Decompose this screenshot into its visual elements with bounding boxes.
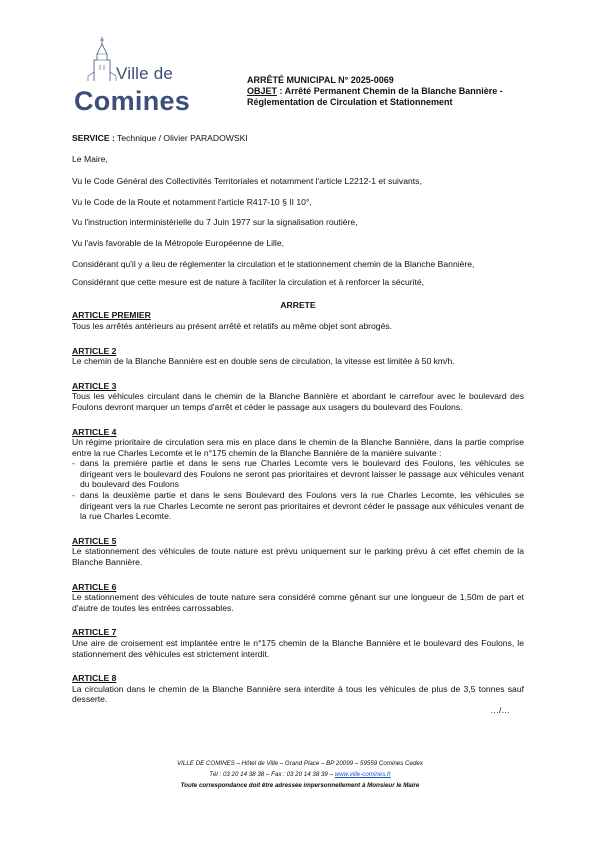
- service-line: [72, 133, 524, 144]
- arrete-title: ARRETE: [280, 299, 316, 310]
- arrete-header: [247, 75, 532, 108]
- footer-phone-fax: Tél : 03 20 14 38 38 – Fax : 03 20 14 38 39 –: [209, 771, 335, 778]
- church-tower-icon: [84, 36, 120, 82]
- article-8-title: ARTICLE 8: [72, 673, 117, 684]
- vu-4: Vu l'avis favorable de la Métropole Européenne de Lille,: [72, 237, 285, 248]
- footer-address: VILLE DE COMINES – Hôtel de Ville – Grand Place – BP 20099 – 59559 Comines Cedex: [177, 760, 423, 767]
- footer-contact: [80, 769, 520, 780]
- article-4-text: Un régime prioritaire de circulation sera mis en place dans le chemin de la Blanche Bannière, dans la partie comprise entre la rue Charles Lecomte et le n°175 chemin de la Blanche Bannière de la manière suivante :: [72, 437, 524, 458]
- article-8-text: La circulation dans le chemin de la Blanche Bannière sera interdite à tous les véhicules de plus de 3,5 tonnes sauf desserte.: [72, 683, 524, 705]
- article-4-bullet-1: - dans la première partie et dans le sens rue Charles Lecomte vers le boulevard des Foulons, les véhicules se dirigeant vers le boulevard des Foulons ne seront pas prioritaires et devront laisser le passage aux véhicules venant du boulevard des Foulons: [72, 458, 524, 490]
- objet-text: : Arrêté Permanent Chemin de la Blanche Bannière - Réglementation de Circulation et Stationnement: [247, 86, 503, 107]
- considerant-1: Considérant qu'il y a lieu de réglementer la circulation et le stationnement chemin de la Blanche Bannière,: [72, 258, 475, 269]
- website-link[interactable]: www.ville-comines.fr: [334, 771, 391, 778]
- article-1-text: Tous les arrêtés antérieurs au présent arrêté et relatifs au même objet sont abrogés.: [72, 320, 393, 331]
- article-3-text: Tous les véhicules circulant dans le chemin de la Blanche Bannière et abordant le carrefour avec le boulevard des Foulons devront marquer un temps d'arrêt et céder le passage aux usagers du boulevard des Foulons.: [72, 391, 524, 412]
- bullet-text: dans la première partie et dans le sens rue Charles Lecomte vers le boulevard des Foulons, les véhicules se dirigeant vers le boulevard des Foulons ne seront pas prioritaires et devront laisser le passage aux véhicules venant du boulevard des Foulons: [80, 458, 524, 490]
- article-4-bullet-2: - dans la deuxième partie et dans le sens Boulevard des Foulons vers la rue Charles Lecomte, les véhicules se dirigeant vers la rue Charles Lecomte ne seront pas prioritaires et devront céder le passage aux véhicules venant de la rue Charles Lecomte.: [72, 490, 524, 522]
- article-1-title: ARTICLE PREMIER: [72, 310, 151, 321]
- vu-1: Vu le Code Général des Collectivités Territoriales et notamment l'article L2212-1 et suivants,: [72, 176, 422, 187]
- considerant-2: Considérant que cette mesure est de nature à faciliter la circulation et à renforcer la sécurité,: [72, 277, 425, 288]
- service-text: Technique / Olivier PARADOWSKI: [114, 133, 248, 143]
- le-maire: Le Maire,: [72, 153, 108, 164]
- page-footer: [80, 758, 520, 791]
- article-6-text: Le stationnement des véhicules de toute nature sera considéré comme gênant sur une longueur de 1,50m de part et d'autre de toutes les entrées carrossables.: [72, 592, 524, 613]
- objet-label: OBJET: [247, 86, 278, 96]
- arrete-number: ARRÊTÉ MUNICIPAL N° 2025-0069: [247, 75, 394, 85]
- service-label: SERVICE :: [72, 133, 115, 143]
- article-3-title: ARTICLE 3: [72, 380, 117, 391]
- footer-notice: Toute correspondance doit être adressée impersonnellement à Monsieur le Maire: [180, 782, 420, 789]
- article-2-title: ARTICLE 2: [72, 345, 117, 356]
- logo-line1: Ville de: [116, 64, 174, 83]
- bullet-text: dans la deuxième partie et dans le sens Boulevard des Foulons vers la rue Charles Lecomte, les véhicules se dirigeant vers la rue Charles Lecomte ne seront pas prioritaires et devront céder le passage aux véhicules venant de la rue Charles Lecomte.: [80, 490, 524, 522]
- arrete-body: [72, 133, 524, 716]
- article-4-title: ARTICLE 4: [72, 426, 117, 437]
- logo-line2: Comines: [74, 86, 191, 116]
- article-2-text: Le chemin de la Blanche Bannière est en double sens de circulation, la vitesse est limitée à 50 km/h.: [72, 356, 455, 367]
- article-7-title: ARTICLE 7: [72, 627, 117, 638]
- article-5-text: Le stationnement des véhicules de toute nature est prévu uniquement sur le parking prévu à cet effet chemin de la Blanche Bannière.: [72, 546, 524, 568]
- vu-3: Vu l'instruction interministérielle du 7 Juin 1977 sur la signalisation routière,: [72, 217, 358, 228]
- page-continuation: …/…: [490, 704, 510, 715]
- arrete-objet: [247, 86, 532, 108]
- article-6-title: ARTICLE 6: [72, 581, 117, 592]
- article-5-title: ARTICLE 5: [72, 535, 117, 546]
- article-7-text: Une aire de croisement est implantée entre le n°175 chemin de la Blanche Bannière et le boulevard des Foulons, le stationnement des véhicules est strictement interdit.: [72, 638, 524, 659]
- ville-de-comines-logo: [70, 36, 190, 118]
- vu-2: Vu le Code de la Route et notamment l'article R417-10 § II 10°,: [72, 196, 312, 207]
